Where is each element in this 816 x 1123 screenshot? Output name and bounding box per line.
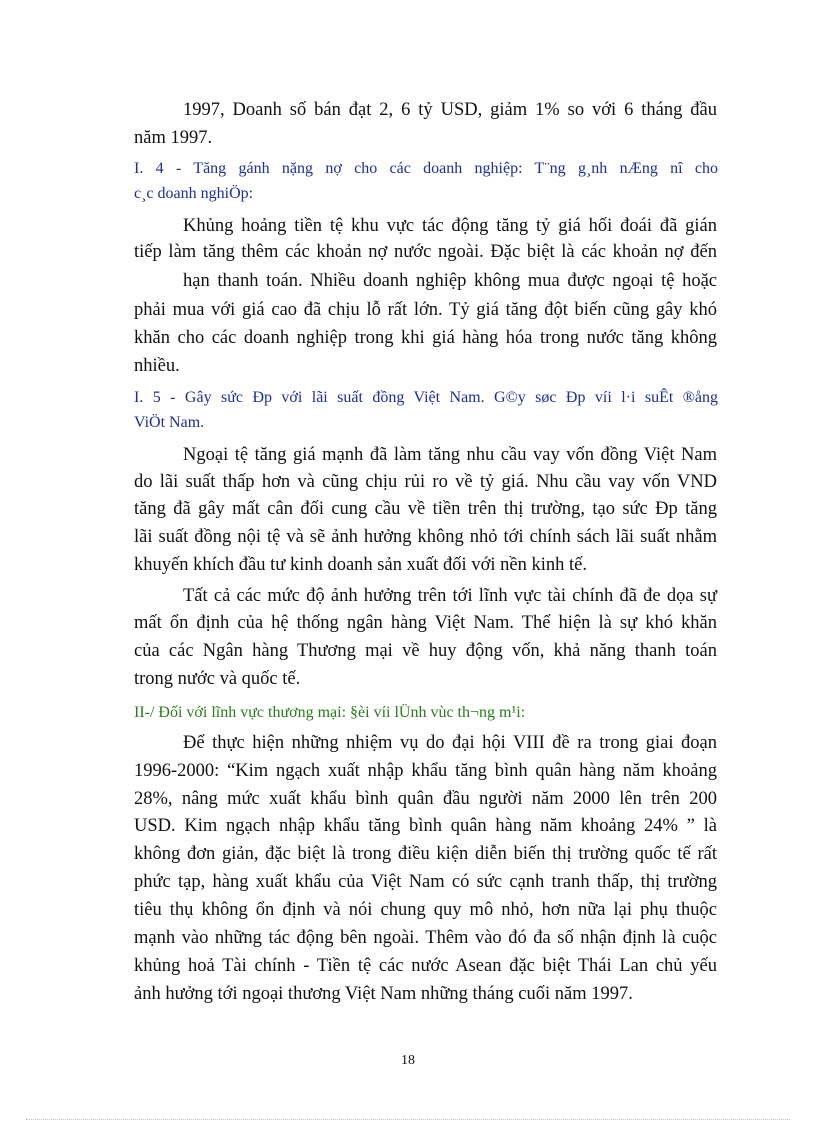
paragraph-line: khủng hoả Tài chính - Tiền tệ các nước Asean đặc biệt Thái Lan chủ yếu xyxy=(134,956,717,976)
section-heading-ii: II-/ Đối với lĩnh vực thương mại: §èi víi lÜnh vùc th¬ng m¹i: xyxy=(134,704,526,721)
section-heading-i5-cont: ViÖt Nam. xyxy=(134,414,205,431)
paragraph-line: tiêu thụ không ổn định và nói chung quy mô nhỏ, hơn nữa lại phụ thuộc xyxy=(134,900,717,920)
paragraph-line: mạnh vào những tác động bên ngoài. Thêm vào đó đa số nhận định là cuộc xyxy=(134,928,717,948)
paragraph-line: Tất cả các mức độ ảnh hưởng trên tới lĩnh vực tài chính đã đe dọa sự xyxy=(183,586,717,606)
paragraph-line: năm 1997. xyxy=(134,128,213,148)
paragraph-line: tiếp làm tăng thêm các khoản nợ nước ngoài. Đặc biệt là các khoản nợ đến xyxy=(134,242,717,262)
paragraph-line: khuyến khích đầu tư kinh doanh sản xuất đối với nền kinh tế. xyxy=(134,555,587,575)
paragraph-line: nhiều. xyxy=(134,356,180,376)
section-heading-i4: I. 4 - Tăng gánh nặng nợ cho các doanh nghiệp: T¨ng g¸nh nÆng nî cho xyxy=(134,160,718,177)
paragraph-line: Ngoại tệ tăng giá mạnh đã làm tăng nhu cầu vay vốn đồng Việt Nam xyxy=(183,445,717,465)
paragraph-line: mất ổn định của hệ thống ngân hàng Việt Nam. Thể hiện là sự khó khăn xyxy=(134,613,717,633)
section-heading-i4-cont: c¸c doanh nghiÖp: xyxy=(134,185,254,202)
paragraph-line: Để thực hiện những nhiệm vụ do đại hội VIII đề ra trong giai đoạn xyxy=(183,733,717,753)
paragraph-line: lãi suất đồng nội tệ và sẽ ảnh hưởng không nhỏ tới chính sách lãi suất nhằm xyxy=(134,527,717,547)
paragraph-line: 1997, Doanh số bán đạt 2, 6 tỷ USD, giảm 1% so với 6 tháng đầu xyxy=(183,100,717,120)
paragraph-line: do lãi suất thấp hơn và cũng chịu rủi ro về tỷ giá. Nhu cầu vay vốn VND xyxy=(134,472,717,492)
paragraph-line: ảnh hưởng tới ngoại thương Việt Nam những tháng cuối năm 1997. xyxy=(134,984,633,1004)
paragraph-line: hạn thanh toán. Nhiều doanh nghiệp không mua được ngoại tệ hoặc xyxy=(183,271,717,291)
section-heading-i5: I. 5 - Gây sức Đp với lãi suất đồng Việt Nam. G©y søc Ðp víi l·i suÊt ®ång xyxy=(134,389,718,406)
paragraph-line: khăn cho các doanh nghiệp trong khi giá hàng hóa trong nước tăng không xyxy=(134,328,717,348)
page-number: 18 xyxy=(401,1053,415,1068)
paragraph-line: phải mua với giá cao đã chịu lỗ rất lớn. Tỷ giá tăng đột biến cũng gây khó xyxy=(134,300,717,320)
paragraph-line: 28%, nâng mức xuất khẩu bình quân đầu người năm 2000 lên trên 200 xyxy=(134,789,717,809)
paragraph-line: tăng đã gây mất cân đối cung cầu về tiền trên thị trường, tạo sức Đp tăng xyxy=(134,499,717,519)
paragraph-line: trong nước và quốc tế. xyxy=(134,669,301,689)
paragraph-line: không đơn giản, đặc biệt là trong điều kiện diễn biến thị trường quốc tế rất xyxy=(134,844,717,864)
paragraph-line: phức tạp, hàng xuất khẩu của Việt Nam có sức cạnh tranh thấp, thị trường xyxy=(134,872,717,892)
paragraph-line: Khủng hoảng tiền tệ khu vực tác động tăng tỷ giá hối đoái đã gián xyxy=(183,216,717,236)
paragraph-line: USD. Kim ngạch nhập khẩu tăng bình quân hàng năm khoảng 24% ” là xyxy=(134,816,717,836)
paragraph-line: của các Ngân hàng Thương mại về huy động vốn, khả năng thanh toán xyxy=(134,641,717,661)
paragraph-line: 1996-2000: “Kim ngạch xuất nhập khẩu tăng bình quân hàng năm khoảng xyxy=(134,761,717,781)
page-bottom-border xyxy=(26,1119,790,1120)
